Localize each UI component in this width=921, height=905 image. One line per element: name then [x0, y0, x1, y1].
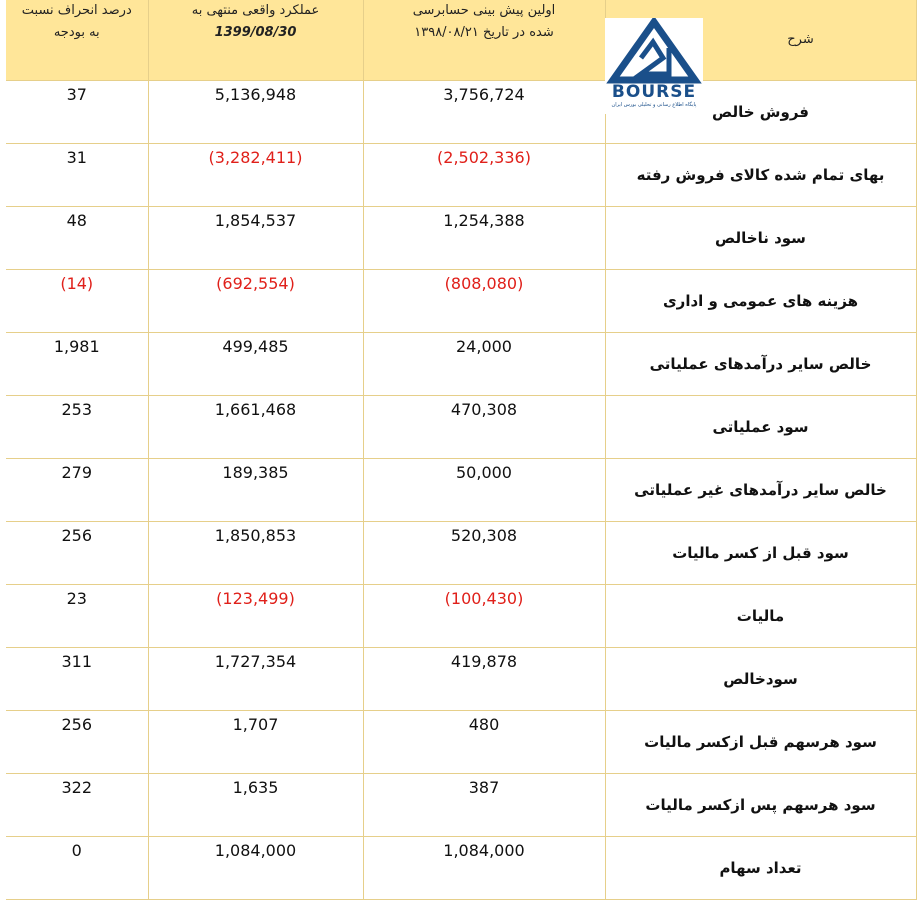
header-forecast: [363, 0, 605, 80]
forecast-cell: 24,000: [363, 332, 605, 395]
header-description-label: شرح: [787, 31, 814, 47]
actual-cell: 1,635: [148, 773, 363, 836]
deviation-cell: 253: [6, 395, 148, 458]
actual-cell: (3,282,411): [148, 143, 363, 206]
header-forecast-line2: شده در تاریخ ۱۳۹۸/۰۸/۲۱: [414, 25, 554, 40]
forecast-cell: 419,878: [363, 647, 605, 710]
table-row: [6, 584, 916, 647]
description-cell: سود هرسهم قبل ازکسر مالیات: [605, 710, 916, 773]
forecast-cell: (100,430): [363, 584, 605, 647]
deviation-cell: 23: [6, 584, 148, 647]
table-row: [6, 395, 916, 458]
deviation-cell: (14): [6, 269, 148, 332]
header-actual-line1: عملکرد واقعی منتهی به: [191, 3, 320, 18]
table-body: [6, 80, 916, 899]
bourse-logo-mark-icon: [605, 18, 703, 84]
description-cell: مالیات: [605, 584, 916, 647]
table-row: [6, 332, 916, 395]
forecast-cell: (2,502,336): [363, 143, 605, 206]
description-cell: خالص سایر درآمدهای غیر عملیاتی: [605, 458, 916, 521]
actual-cell: 499,485: [148, 332, 363, 395]
table-row: [6, 647, 916, 710]
forecast-cell: 470,308: [363, 395, 605, 458]
actual-cell: 189,385: [148, 458, 363, 521]
actual-cell: 1,854,537: [148, 206, 363, 269]
deviation-cell: 1,981: [6, 332, 148, 395]
description-cell: هزینه های عمومی و اداری: [605, 269, 916, 332]
deviation-cell: 37: [6, 80, 148, 143]
header-actual: [148, 0, 363, 80]
forecast-cell: (808,080): [363, 269, 605, 332]
description-cell: بهای تمام شده کالای فروش رفته: [605, 143, 916, 206]
table-row: [6, 773, 916, 836]
actual-cell: 1,727,354: [148, 647, 363, 710]
header-actual-date: 1399/08/30: [214, 25, 297, 40]
actual-cell: (123,499): [148, 584, 363, 647]
deviation-cell: 322: [6, 773, 148, 836]
deviation-cell: 0: [6, 836, 148, 899]
description-cell: سود ناخالص: [605, 206, 916, 269]
description-cell: سودخالص: [605, 647, 916, 710]
description-cell: سود قبل از کسر مالیات: [605, 521, 916, 584]
financial-table-container: [6, 0, 916, 900]
actual-cell: (692,554): [148, 269, 363, 332]
financial-table: [6, 0, 917, 900]
forecast-cell: 50,000: [363, 458, 605, 521]
logo-subtitle: پایگاه اطلاع رسانی و تحلیلی بورس ایران: [611, 102, 697, 108]
actual-cell: 1,084,000: [148, 836, 363, 899]
actual-cell: 1,850,853: [148, 521, 363, 584]
header-deviation: [6, 0, 148, 80]
table-row: [6, 836, 916, 899]
header-deviation-line2: به بودجه: [53, 25, 100, 40]
forecast-cell: 480: [363, 710, 605, 773]
description-cell: تعداد سهام: [605, 836, 916, 899]
deviation-cell: 256: [6, 710, 148, 773]
forecast-cell: 387: [363, 773, 605, 836]
table-row: [6, 143, 916, 206]
bourse-logo: [605, 18, 703, 114]
table-row: [6, 458, 916, 521]
deviation-cell: 256: [6, 521, 148, 584]
deviation-cell: 311: [6, 647, 148, 710]
deviation-cell: 48: [6, 206, 148, 269]
table-row: [6, 206, 916, 269]
deviation-cell: 279: [6, 458, 148, 521]
forecast-cell: 520,308: [363, 521, 605, 584]
description-cell: سود عملیاتی: [605, 395, 916, 458]
description-cell: خالص سایر درآمدهای عملیاتی: [605, 332, 916, 395]
table-row: [6, 80, 916, 143]
forecast-cell: 3,756,724: [363, 80, 605, 143]
header-forecast-line1: اولین پیش بینی حسابرسی: [412, 3, 556, 18]
actual-cell: 1,707: [148, 710, 363, 773]
table-header-row: [6, 0, 916, 80]
table-row: [6, 521, 916, 584]
forecast-cell: 1,084,000: [363, 836, 605, 899]
deviation-cell: 31: [6, 143, 148, 206]
actual-cell: 5,136,948: [148, 80, 363, 143]
table-row: [6, 710, 916, 773]
table-row: [6, 269, 916, 332]
logo-text: BOURSE: [611, 82, 697, 102]
header-deviation-line1: درصد انحراف نسبت: [21, 3, 132, 18]
forecast-cell: 1,254,388: [363, 206, 605, 269]
actual-cell: 1,661,468: [148, 395, 363, 458]
description-cell: سود هرسهم پس ازکسر مالیات: [605, 773, 916, 836]
description-cell: فروش خالص: [605, 80, 916, 143]
